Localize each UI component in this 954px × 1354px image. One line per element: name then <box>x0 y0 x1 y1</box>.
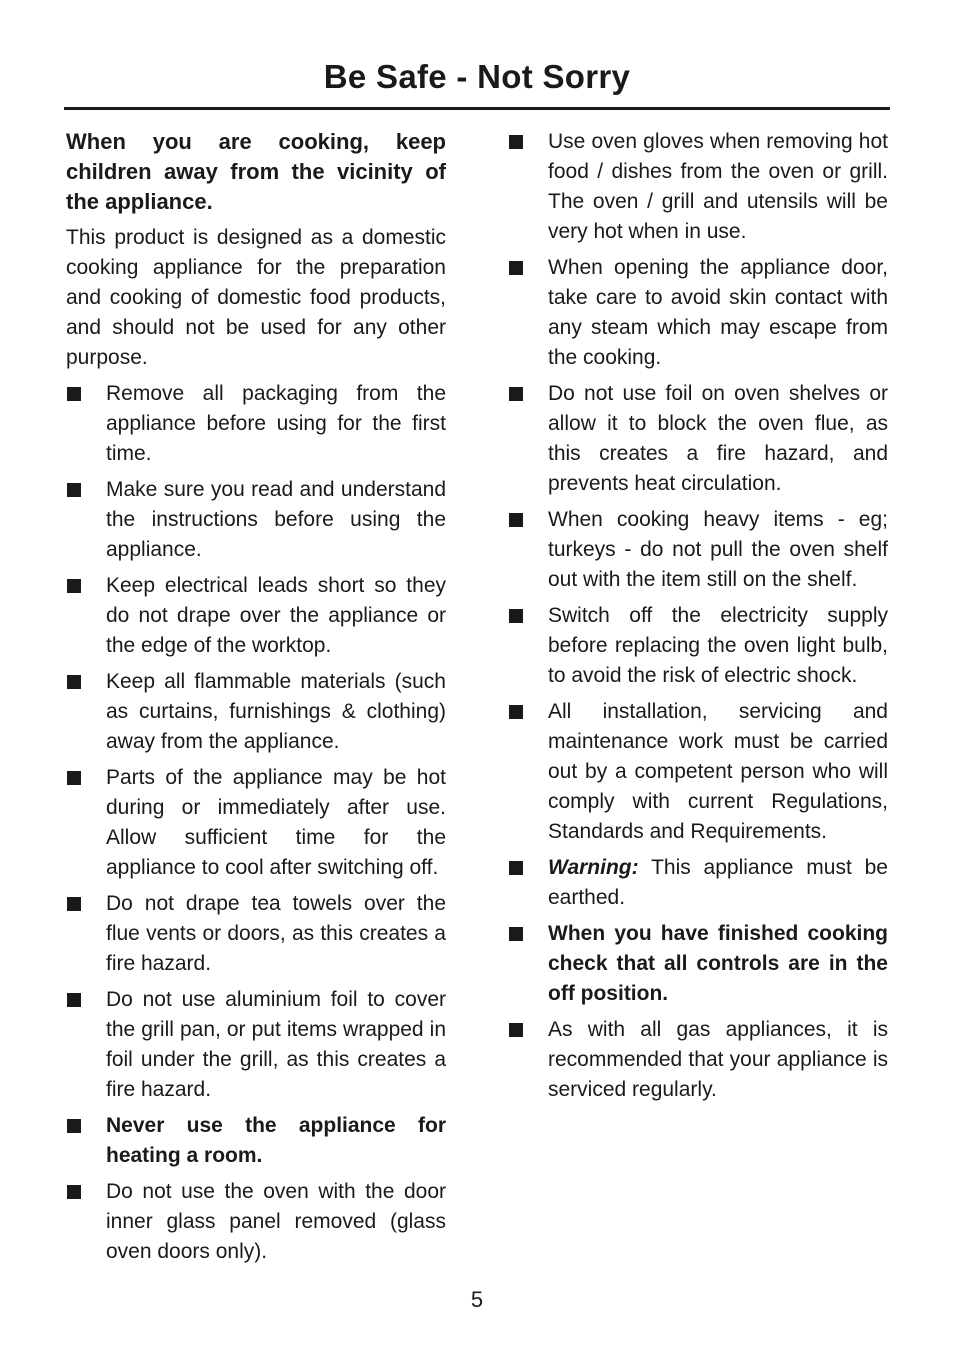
list-item <box>508 697 888 847</box>
square-bullet-icon <box>509 261 523 275</box>
list-item-text: As with all gas appliances, it is recommended that your appliance is serviced regularly. <box>548 1018 888 1101</box>
list-item-text: Keep all flammable materials (such as curtains, furnishings & clothing) away from the appliance. <box>106 670 446 753</box>
list-item-text: When cooking heavy items - eg; turkeys - do not pull the oven shelf out with the item still on the shelf. <box>548 508 888 591</box>
section-heading: When you are cooking, keep children away from the vicinity of the appliance. <box>66 129 446 214</box>
list-item-text: Remove all packaging from the appliance before using for the first time. <box>106 382 446 465</box>
list-item <box>66 763 446 883</box>
square-bullet-icon <box>67 1185 81 1199</box>
square-bullet-icon <box>67 675 81 689</box>
list-item <box>66 571 446 661</box>
square-bullet-icon <box>509 1023 523 1037</box>
list-item-text: When opening the appliance door, take care to avoid skin contact with any steam which may escape from the cooking. <box>548 256 888 369</box>
list-item-text: Do not use aluminium foil to cover the grill pan, or put items wrapped in foil under the grill, as this creates a fire hazard. <box>106 988 446 1101</box>
warning-label: Warning: <box>548 856 639 879</box>
page-title: Be Safe - Not Sorry <box>323 58 631 95</box>
list-item-text: Switch off the electricity supply before replacing the oven light bulb, to avoid the risk of electric shock. <box>548 604 888 687</box>
list-item <box>66 889 446 979</box>
list-item <box>66 379 446 469</box>
list-item-text: Keep electrical leads short so they do not drape over the appliance or the edge of the worktop. <box>106 574 446 657</box>
list-item <box>508 127 888 247</box>
list-item <box>508 1015 888 1105</box>
right-bullet-list <box>508 127 888 1105</box>
square-bullet-icon <box>67 993 81 1007</box>
list-item <box>508 853 888 913</box>
square-bullet-icon <box>509 609 523 623</box>
left-bullet-list <box>66 379 446 1267</box>
list-item-text: Make sure you read and understand the instructions before using the appliance. <box>106 478 446 561</box>
square-bullet-icon <box>67 387 81 401</box>
square-bullet-icon <box>67 1119 81 1133</box>
square-bullet-icon <box>67 483 81 497</box>
square-bullet-icon <box>509 135 523 149</box>
right-column <box>508 127 888 1111</box>
list-item <box>66 475 446 565</box>
intro-paragraph: This product is designed as a domestic cooking appliance for the preparation and cooking of domestic food products, and should not be used for any other purpose. <box>66 226 446 369</box>
list-item <box>508 379 888 499</box>
list-item-text: Do not use the oven with the door inner glass panel removed (glass oven doors only). <box>106 1180 446 1263</box>
list-item <box>508 253 888 373</box>
list-item-text: Use oven gloves when removing hot food / dishes from the oven or grill. The oven / grill and utensils will be very hot when in use. <box>548 130 888 243</box>
list-item-text-bold: When you have finished cooking check that all controls are in the off position. <box>548 922 888 1005</box>
square-bullet-icon <box>509 927 523 941</box>
list-item <box>508 919 888 1009</box>
square-bullet-icon <box>67 897 81 911</box>
page-number: 5 <box>470 1287 484 1312</box>
left-column <box>66 127 446 1273</box>
list-item <box>66 667 446 757</box>
square-bullet-icon <box>509 705 523 719</box>
list-item-text: This appliance must be earthed. <box>548 856 888 909</box>
square-bullet-icon <box>67 579 81 593</box>
square-bullet-icon <box>509 513 523 527</box>
list-item <box>66 1111 446 1171</box>
list-item-text: Do not drape tea towels over the flue vents or doors, as this creates a fire hazard. <box>106 892 446 975</box>
square-bullet-icon <box>67 771 81 785</box>
list-item-text-bold: Never use the appliance for heating a room. <box>106 1114 446 1167</box>
list-item <box>508 505 888 595</box>
list-item <box>66 1177 446 1267</box>
list-item-text: Parts of the appliance may be hot during or immediately after use. Allow sufficient time for the appliance to cool after switching off. <box>106 766 446 879</box>
list-item <box>508 601 888 691</box>
list-item-text: Do not use foil on oven shelves or allow it to block the oven flue, as this creates a fire hazard, and prevents heat circulation. <box>548 382 888 495</box>
list-item <box>66 985 446 1105</box>
square-bullet-icon <box>509 387 523 401</box>
title-divider <box>64 107 890 110</box>
square-bullet-icon <box>509 861 523 875</box>
list-item-text: All installation, servicing and maintenance work must be carried out by a competent person who will comply with current Regulations, Standards and Requirements. <box>548 700 888 843</box>
